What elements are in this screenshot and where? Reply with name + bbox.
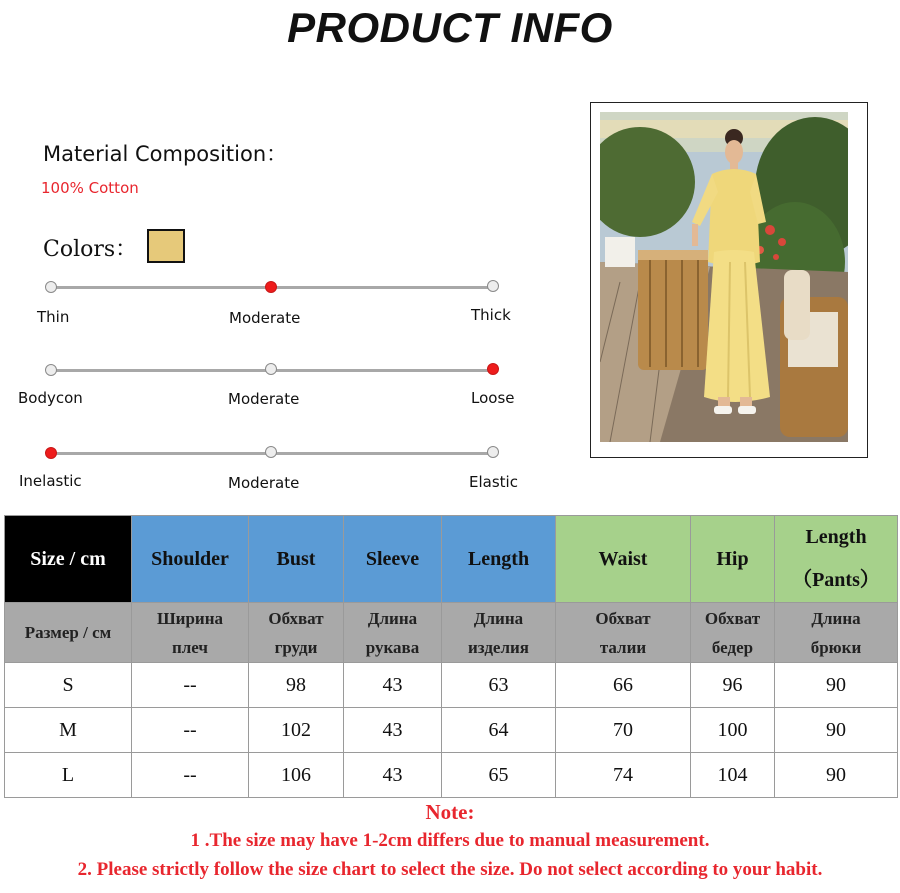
- cell-shoulder: --: [132, 753, 249, 798]
- scale-dot-right-selected: [487, 363, 499, 375]
- size-chart-table: [4, 515, 898, 798]
- scale-label-right: Loose: [471, 389, 515, 407]
- elasticity-scale: [0, 446, 560, 506]
- subheader-bust: [249, 603, 344, 663]
- header-pants-length: [775, 516, 898, 603]
- cell-sleeve: 43: [344, 663, 442, 708]
- subheader-line: Длина: [367, 608, 418, 628]
- header-shoulder: Shoulder: [132, 516, 249, 603]
- scale-label-mid: Moderate: [228, 474, 300, 492]
- cell-hip: 96: [691, 663, 775, 708]
- table-row: [5, 708, 898, 753]
- note-line-1: 1 .The size may have 1-2cm differs due to manual measurement.: [190, 830, 710, 851]
- scale-label-left: Inelastic: [19, 472, 82, 490]
- subheader-line: Обхват: [595, 608, 651, 628]
- header-pants-length-line2: （Pants）: [792, 569, 880, 591]
- subheader-size: Размер / см: [5, 603, 132, 663]
- cell-shoulder: --: [132, 663, 249, 708]
- scale-label-right: Thick: [471, 306, 511, 324]
- cell-length: 64: [442, 708, 556, 753]
- cell-waist: 74: [556, 753, 691, 798]
- subheader-line: рукава: [365, 637, 420, 657]
- subheader-line: груди: [274, 637, 318, 657]
- scale-dot-left: [45, 281, 57, 293]
- header-pants-length-line1: Length: [805, 526, 867, 548]
- subheader-line: изделия: [468, 637, 529, 657]
- cell-size: S: [5, 663, 132, 708]
- scale-dot-mid: [265, 446, 277, 458]
- cell-sleeve: 43: [344, 708, 442, 753]
- fit-scale: [0, 363, 560, 423]
- product-photo-frame: [590, 102, 868, 458]
- table-subheader-row: [5, 603, 898, 663]
- header-length: Length: [442, 516, 556, 603]
- header-waist: Waist: [556, 516, 691, 603]
- product-photo[interactable]: [600, 112, 848, 442]
- cell-hip: 100: [691, 708, 775, 753]
- cell-pants-length: 90: [775, 708, 898, 753]
- cell-shoulder: --: [132, 708, 249, 753]
- scale-dot-mid-selected: [265, 281, 277, 293]
- header-bust: Bust: [249, 516, 344, 603]
- page-title: PRODUCT INFO: [287, 4, 613, 51]
- subheader-line: Обхват: [704, 608, 761, 628]
- table-header-row: [5, 516, 898, 603]
- cell-length: 65: [442, 753, 556, 798]
- header-size: Size / cm: [5, 516, 132, 603]
- cell-waist: 66: [556, 663, 691, 708]
- cell-waist: 70: [556, 708, 691, 753]
- note-line-2: 2. Please strictly follow the size chart to select the size. Do not select according to your habit.: [77, 859, 823, 880]
- material-label: Material Composition：: [43, 142, 288, 166]
- cell-bust: 98: [249, 663, 344, 708]
- thickness-scale: [0, 280, 560, 340]
- scale-label-mid: Moderate: [228, 390, 300, 408]
- header-sleeve: Sleeve: [344, 516, 442, 603]
- cell-size: M: [5, 708, 132, 753]
- cell-size: L: [5, 753, 132, 798]
- scale-label-right: Elastic: [469, 473, 518, 491]
- subheader-line: Обхват: [268, 608, 324, 628]
- scale-label-left: Thin: [37, 308, 70, 326]
- scale-dot-right: [487, 280, 499, 292]
- scale-dot-right: [487, 446, 499, 458]
- colors-label: Colors：: [43, 237, 138, 262]
- subheader-line: Длина: [811, 608, 861, 628]
- cell-hip: 104: [691, 753, 775, 798]
- subheader-hip: [691, 603, 775, 663]
- note-title: Note:: [425, 800, 475, 824]
- cell-bust: 106: [249, 753, 344, 798]
- scale-dot-mid: [265, 363, 277, 375]
- color-swatch[interactable]: [147, 229, 185, 263]
- cell-bust: 102: [249, 708, 344, 753]
- cell-length: 63: [442, 663, 556, 708]
- subheader-length: [442, 603, 556, 663]
- subheader-line: Длина: [473, 608, 524, 628]
- subheader-line: талии: [599, 637, 647, 657]
- subheader-waist: [556, 603, 691, 663]
- scale-dot-left: [45, 364, 57, 376]
- subheader-line: бедер: [711, 637, 754, 657]
- subheader-line: плеч: [171, 637, 209, 657]
- cell-sleeve: 43: [344, 753, 442, 798]
- table-row: [5, 663, 898, 708]
- scale-label-left: Bodycon: [18, 389, 83, 407]
- cell-pants-length: 90: [775, 663, 898, 708]
- subheader-line: брюки: [810, 637, 862, 657]
- subheader-line: Ширина: [156, 608, 223, 628]
- table-row: [5, 753, 898, 798]
- material-value: 100% Cotton: [41, 179, 139, 197]
- subheader-sleeve: [344, 603, 442, 663]
- header-hip: Hip: [691, 516, 775, 603]
- cell-pants-length: 90: [775, 753, 898, 798]
- subheader-pants-length: [775, 603, 898, 663]
- scale-label-mid: Moderate: [229, 309, 301, 327]
- subheader-shoulder: [132, 603, 249, 663]
- scale-dot-left-selected: [45, 447, 57, 459]
